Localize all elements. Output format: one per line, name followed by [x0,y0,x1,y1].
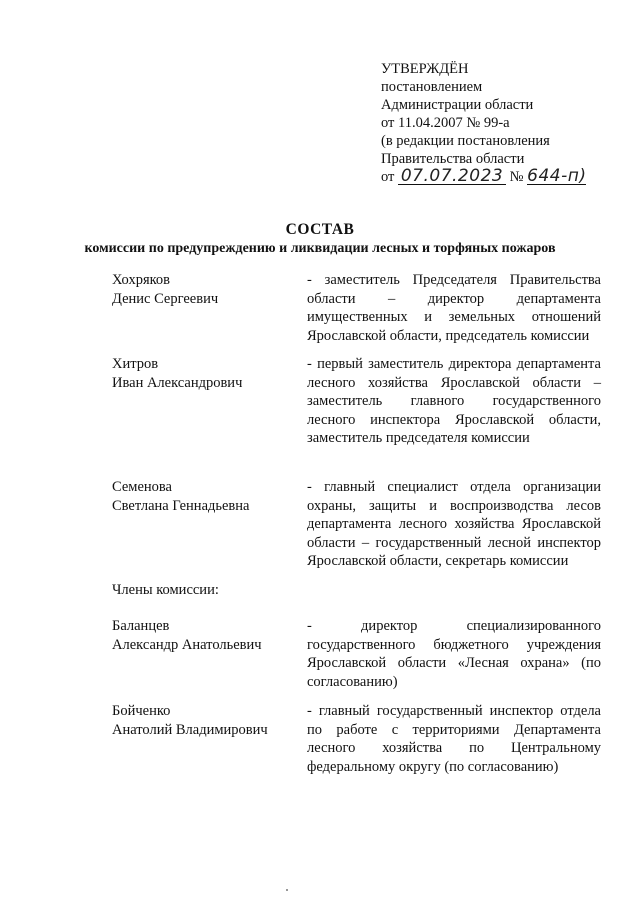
member-surname: Хохряков [112,272,171,288]
document-title: СОСТАВ [285,221,355,238]
member-name [112,702,302,739]
member-given-name: Александр Анатольевич [112,636,262,653]
approval-line-6 [381,168,621,186]
member-role: - первый заместитель директора департамента лесного хозяйства Ярославской области – заместитель главного государственного лесного инспектора Ярославской области, заместитель председателя комиссии [307,356,601,446]
approval-block [381,60,621,186]
approval-line-4: (в редакции постановления [381,133,550,149]
members-label: Члены комиссии: [112,582,219,598]
member-surname: Семенова [112,479,172,495]
member-role: - заместитель Председателя Правительства области – директор департамента имущественных и земельных отношений Ярославской области, председатель комиссии [307,272,601,344]
approval-heading: УТВЕРЖДЁН [381,61,469,77]
approval-line-3: от 11.04.2007 № 99-а [381,115,510,131]
document-subtitle: комиссии по предупреждению и ликвидации лесных и торфяных пожаров [84,241,556,256]
approval-prefix: от [381,169,395,185]
member-role: - директор специализированного государственного бюджетного учреждения Ярославской области «Лесная охрана» (по согласованию) [307,618,601,690]
member-given-name: Денис Сергеевич [112,290,219,307]
member-role: - главный государственный инспектор отдела по работе с территориями Департамента лесного хозяйства по Центральному федеральному округу (по согласованию) [307,703,601,775]
handwritten-date: 07.07.2023 [398,169,506,185]
member-role: - главный специалист отдела организации охраны, защиты и воспроизводства лесов департамента лесного хозяйства Ярославской области – государственный лесной инспектор Ярославской области, секретарь комиссии [307,479,601,569]
member-name [112,478,302,515]
approval-line-2: Администрации области [381,97,534,113]
member-surname: Бойченко [112,703,171,719]
member-given-name: Иван Александрович [112,374,243,391]
title-block [20,220,620,258]
approval-line-1: постановлением [381,79,483,95]
approval-line-5: Правительства области [381,151,525,167]
member-name [112,355,302,392]
number-sign: № [509,169,524,185]
scan-speck [286,889,288,891]
member-given-name: Светлана Геннадьевна [112,497,250,514]
member-name [112,617,302,654]
member-name [112,271,302,308]
member-surname: Баланцев [112,618,170,634]
handwritten-number: 644-п) [527,166,587,186]
member-given-name: Анатолий Владимирович [112,721,268,738]
member-surname: Хитров [112,356,159,372]
